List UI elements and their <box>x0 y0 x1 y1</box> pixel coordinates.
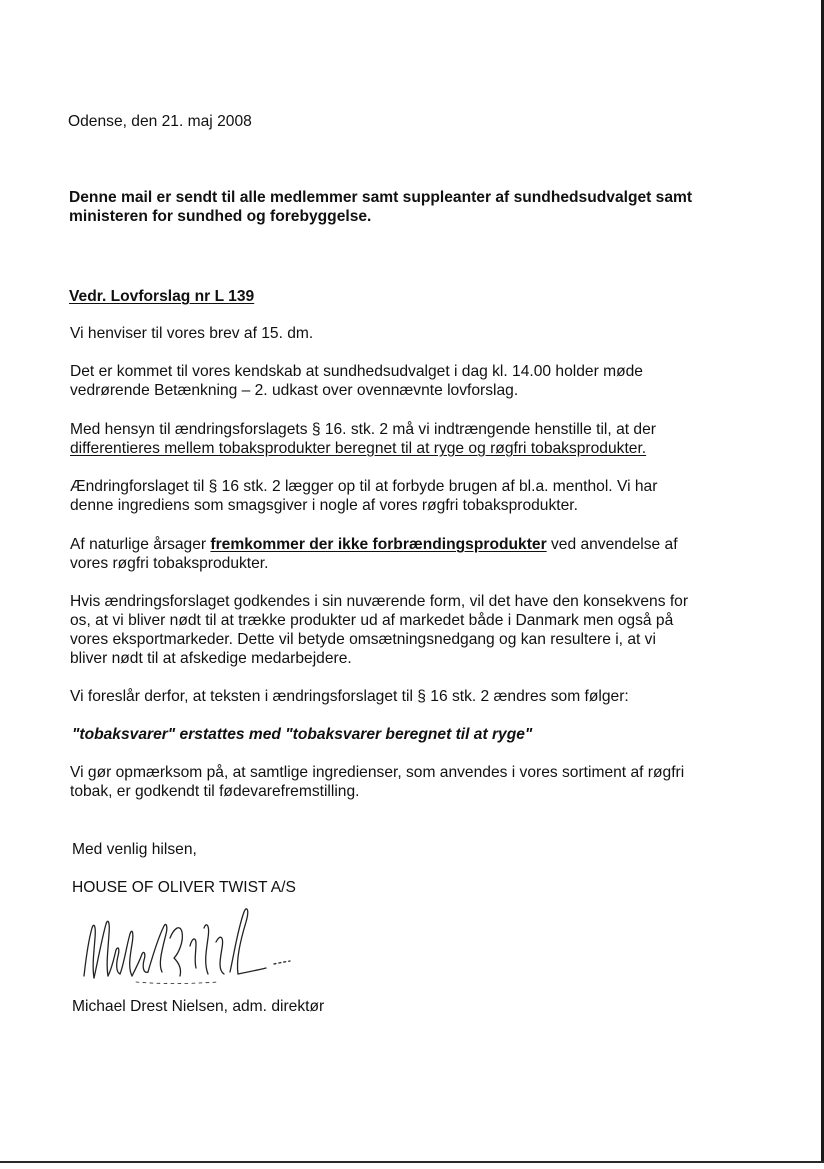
paragraph-meeting-line-1: Det er kommet til vores kendskab at sundhedsudvalget i dag kl. 14.00 holder møde <box>70 363 643 380</box>
recipients-line-2: ministeren for sundhed og forebyggelse. <box>69 208 372 225</box>
paragraph-menthol-line-2: denne ingrediens som smagsgiver i nogle af vores røgfri tobaksprodukter. <box>70 497 578 514</box>
combustion-emphasis: fremkommer der ikke forbrændingsprodukter <box>210 536 547 553</box>
signatory-name: Michael Drest Nielsen, adm. direktør <box>72 998 325 1015</box>
paragraph-ingredients-line-2: tobak, er godkendt til fødevarefremstilling. <box>70 783 360 800</box>
paragraph-request-line-1: Med hensyn til ændringsforslagets § 16. stk. 2 må vi indtrængende henstille til, at der <box>70 421 656 438</box>
scan-margin-bottom <box>0 1163 824 1169</box>
closing-greeting: Med venlig hilsen, <box>72 841 197 858</box>
paragraph-combustion-line-1 <box>70 535 678 554</box>
date-line: Odense, den 21. maj 2008 <box>68 113 252 130</box>
paragraph-consequence-line-2: os, at vi bliver nødt til at trække produkter ud af markedet både i Danmark men også på <box>70 612 674 629</box>
paragraph-consequence-line-4: bliver nødt til at afskedige medarbejdere. <box>70 650 352 667</box>
proposal-text: "tobaksvarer" erstattes med "tobaksvarer beregnet til at ryge" <box>72 726 533 743</box>
paragraph-menthol-line-1: Ændringforslaget til § 16 stk. 2 lægger op til at forbyde brugen af bl.a. menthol. Vi har <box>70 478 658 495</box>
company-name: HOUSE OF OLIVER TWIST A/S <box>72 879 296 896</box>
paragraph-meeting-line-2: vedrørende Betænkning – 2. udkast over ovennævnte lovforslag. <box>70 382 519 399</box>
paragraph-reference: Vi henviser til vores brev af 15. dm. <box>70 325 314 342</box>
paragraph-proposal-intro: Vi foreslår derfor, at teksten i ændringsforslaget til § 16 stk. 2 ændres som følger: <box>70 688 629 705</box>
recipients-line-1: Denne mail er sendt til alle medlemmer samt suppleanter af sundhedsudvalget samt <box>69 189 693 206</box>
paragraph-consequence-line-3: vores eksportmarkeder. Dette vil betyde omsætningsnedgang og kan resultere i, at vi <box>70 631 656 648</box>
paragraph-request-line-2: differentieres mellem tobaksprodukter beregnet til at ryge og røgfri tobaksprodukter. <box>70 440 647 457</box>
paragraph-combustion-line-2: vores røgfri tobaksprodukter. <box>70 555 269 572</box>
subject-line: Vedr. Lovforslag nr L 139 <box>69 288 255 305</box>
paragraph-ingredients-line-1: Vi gør opmærksom på, at samtlige ingredienser, som anvendes i vores sortiment af røgfri <box>70 764 685 781</box>
paragraph-consequence-line-1: Hvis ændringsforslaget godkendes i sin nuværende form, vil det have den konsekvens for <box>70 593 689 610</box>
combustion-pre-text: Af naturlige årsager <box>70 536 211 553</box>
handwritten-signature <box>78 898 308 990</box>
combustion-post-text: ved anvendelse af <box>546 536 678 553</box>
